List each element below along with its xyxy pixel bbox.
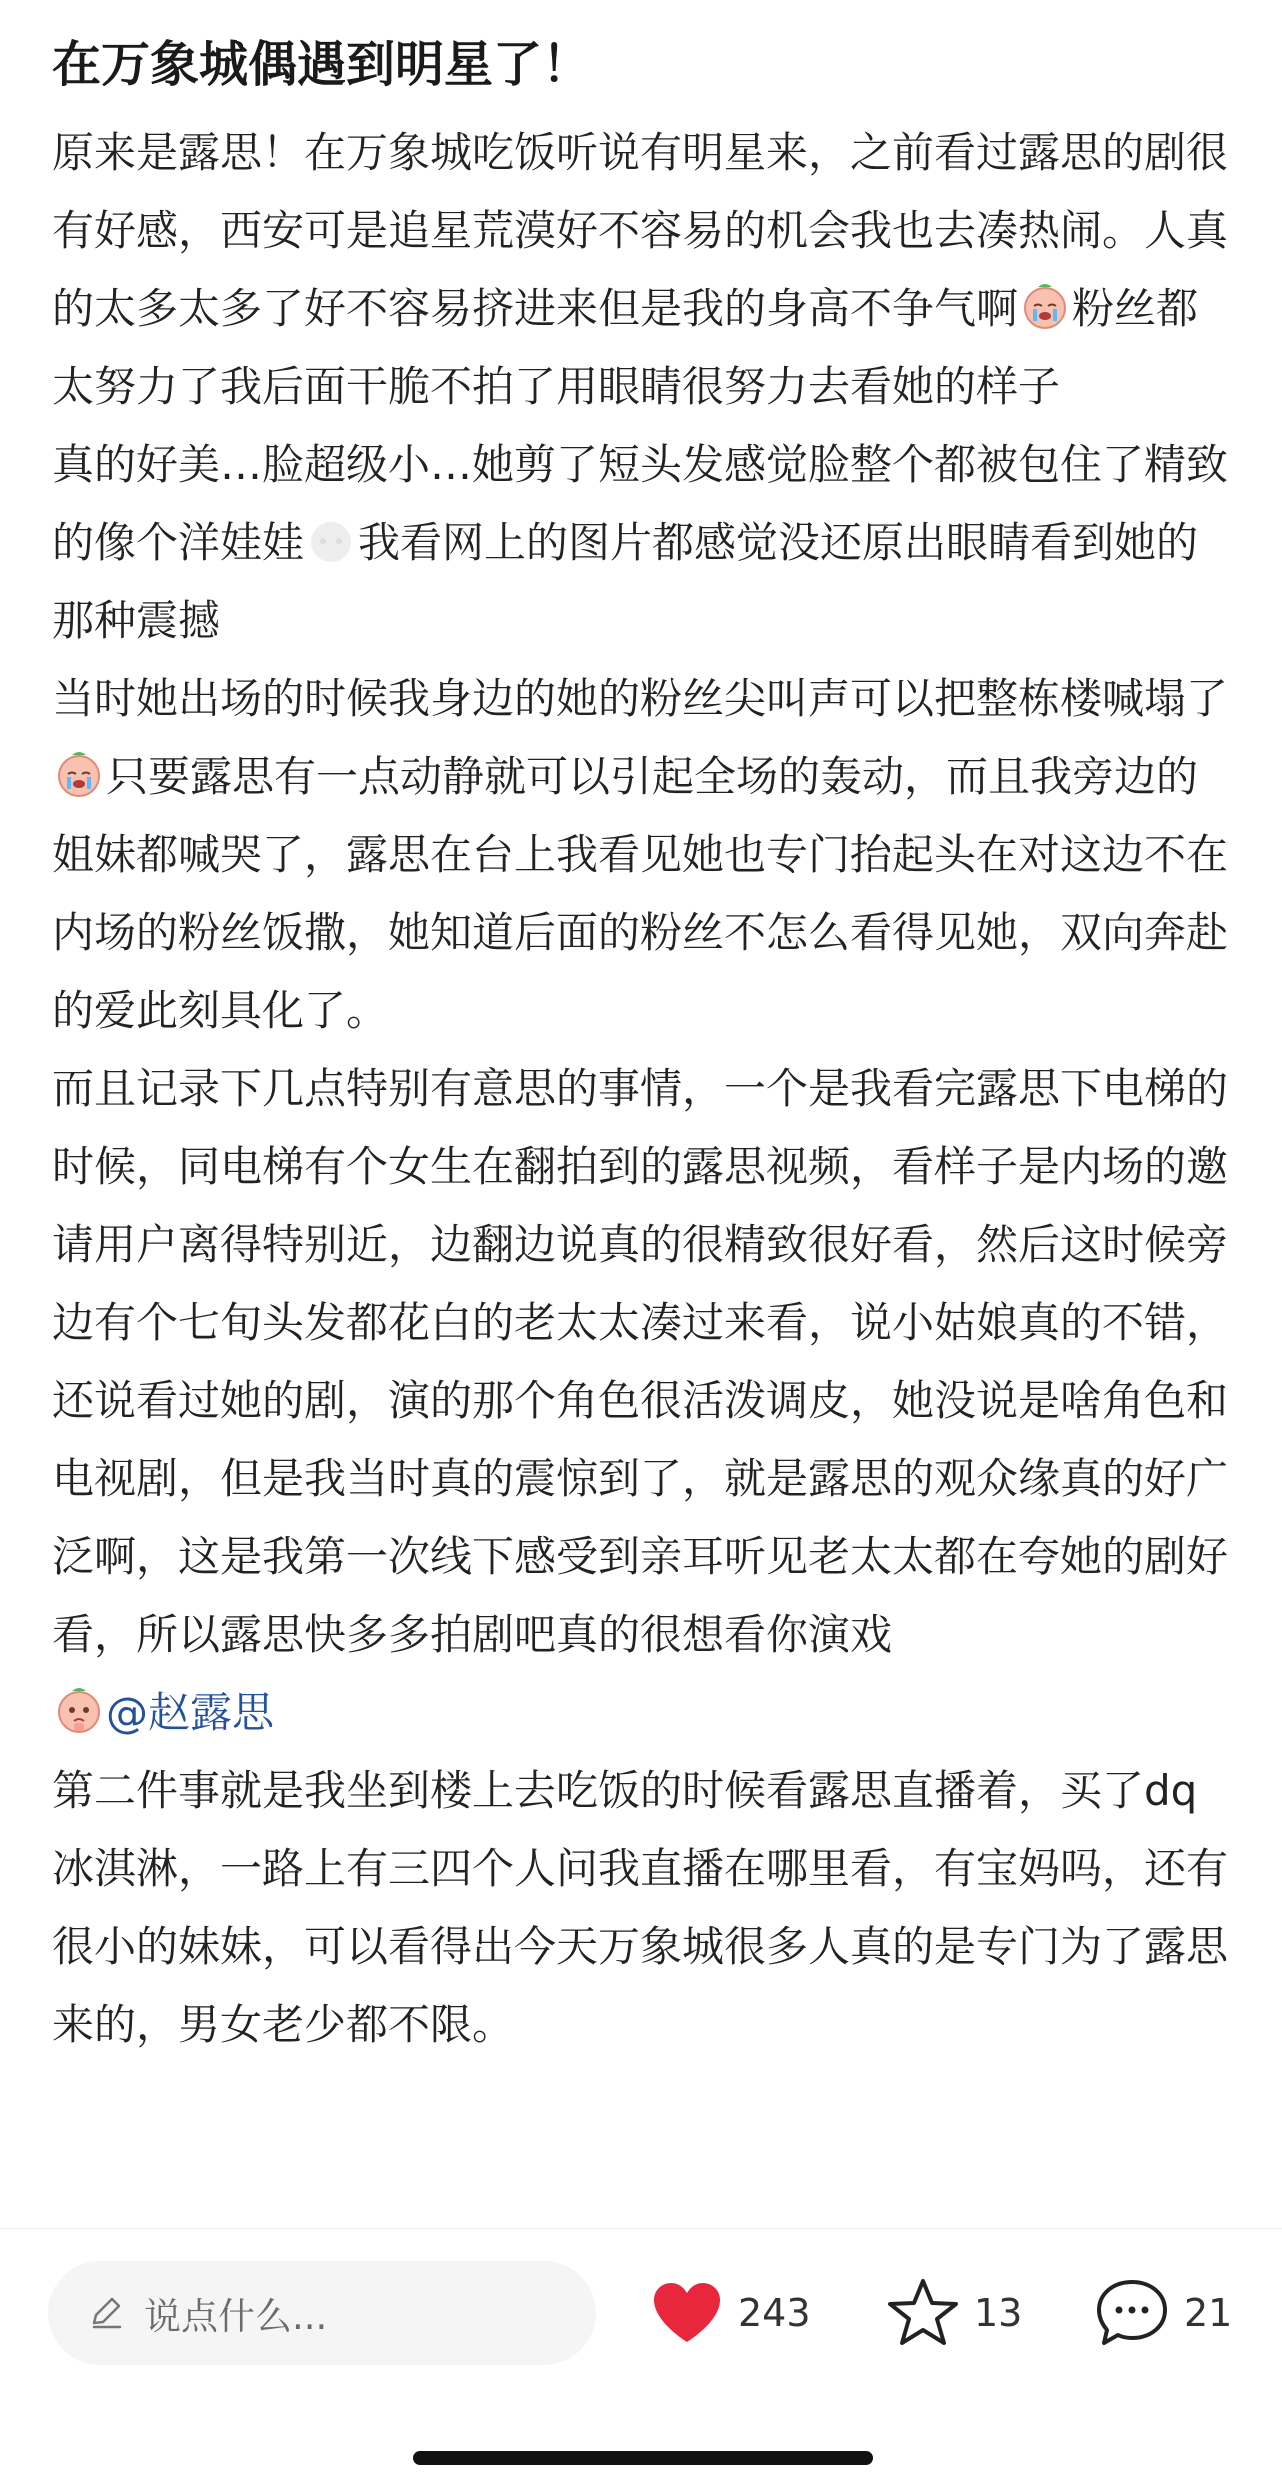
like-count: 243 (738, 2291, 811, 2335)
comment-input[interactable] (48, 2261, 596, 2365)
text-segment: 真的好美…脸超级小…她剪了短头发感觉脸整个都被包住了精致的像个洋娃娃 (52, 440, 1229, 567)
post-paragraph-5: 第二件事就是我坐到楼上去吃饭的时候看露思直播着，买了dq冰淇淋，一路上有三四个人问我直播在哪里看，有宝妈吗，还有很小的妹妹，可以看得出今天万象城很多人真的是专门为了露思来的，男女老少都不限。 (52, 1766, 1229, 2049)
post-title: 在万象城偶遇到明星了！ (52, 36, 592, 93)
mention-link[interactable]: @赵露思 (106, 1688, 275, 1737)
post-paragraph-4 (52, 1050, 1232, 1752)
favorite-button[interactable] (886, 2277, 1022, 2349)
post-content (52, 30, 1232, 2064)
post-paragraph-1 (52, 114, 1232, 426)
pleading-face-emoji-icon (306, 515, 356, 565)
post-paragraph-3 (52, 660, 1232, 1050)
pencil-icon (86, 2293, 126, 2333)
crying-face-emoji-icon (54, 749, 104, 799)
like-button[interactable] (650, 2277, 811, 2349)
crying-face-emoji-icon (1020, 281, 1070, 331)
pleading-face-emoji-icon (54, 1685, 104, 1735)
post-paragraph-2 (52, 426, 1232, 660)
comment-count: 21 (1184, 2291, 1233, 2335)
speech-bubble-icon (1094, 2277, 1170, 2349)
home-indicator[interactable] (413, 2451, 873, 2465)
comment-button[interactable] (1094, 2277, 1232, 2349)
favorite-count: 13 (974, 2291, 1023, 2335)
heart-icon (650, 2280, 724, 2346)
bottom-action-bar (0, 2228, 1282, 2491)
text-segment: 而且记录下几点特别有意思的事情，一个是我看完露思下电梯的时候，同电梯有个女生在翻拍到的露思视频，看样子是内场的邀请用户离得特别近，边翻边说真的很精致很好看，然后这时候旁边有个七旬头发都花白的老太太凑过来看，说小姑娘真的不错，还说看过她的剧，演的那个角色很活泼调皮，她没说是啥角色和电视剧，但是我当时真的震惊到了，就是露思的观众缘真的好广泛啊，这是我第一次线下感受到亲耳听见老太太都在夸她的剧好看，所以露思快多多拍剧吧真的很想看你演戏 (52, 1064, 1229, 1659)
text-segment: 当时她出场的时候我身边的她的粉丝尖叫声可以把整栋楼喊塌了 (52, 674, 1229, 723)
text-segment: 我看网上的图片都感觉没还原出眼睛看到她的那种震撼 (52, 518, 1199, 645)
star-icon (886, 2277, 960, 2349)
text-segment: 原来是露思！在万象城吃饭听说有明星来，之前看过露思的剧很有好感，西安可是追星荒漠好不容易的机会我也去凑热闹。人真的太多太多了好不容易挤进来但是我的身高不争气啊 (52, 128, 1229, 333)
text-segment: 只要露思有一点动静就可以引起全场的轰动，而且我旁边的姐妹都喊哭了，露思在台上我看见她也专门抬起头在对这边不在内场的粉丝饭撒，她知道后面的粉丝不怎么看得见她，双向奔赴的爱此刻具化了。 (52, 752, 1229, 1035)
text-segment: 粉丝都太努力了我后面干脆不拍了用眼睛很努力去看她的样子 (52, 284, 1199, 411)
comment-placeholder: 说点什么... (144, 2295, 328, 2338)
